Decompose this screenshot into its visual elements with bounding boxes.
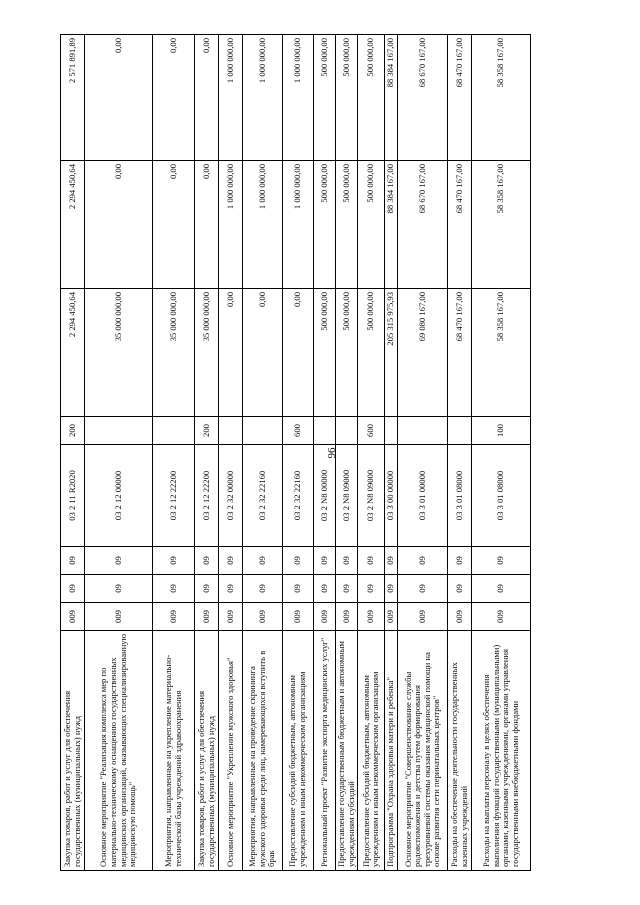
budget-table <box>60 34 531 871</box>
row-amount-2: 2 294 450,64 <box>61 161 85 289</box>
row-amount-2: 1 000 000,00 <box>219 161 243 289</box>
table-row <box>283 35 314 871</box>
row-section-code: 09 <box>358 575 385 603</box>
row-target-article: 03 2 32 00000 <box>219 445 243 547</box>
table-row <box>85 35 153 871</box>
row-target-article: 03 2 12 00000 <box>85 445 153 547</box>
row-section-code: 09 <box>385 575 398 603</box>
table-row <box>219 35 243 871</box>
row-target-article: 03 2 N8 09000 <box>358 445 385 547</box>
table-row <box>153 35 195 871</box>
row-subsection-code: 09 <box>358 547 385 575</box>
row-expense-type <box>243 417 283 445</box>
row-subsection-code: 09 <box>243 547 283 575</box>
table-row <box>61 35 85 871</box>
page-number: 96 <box>326 447 338 459</box>
row-amount-1: 0,00 <box>219 289 243 417</box>
budget-table-body <box>61 35 531 871</box>
row-amount-1: 0,00 <box>283 289 314 417</box>
row-amount-1: 35 000 000,00 <box>195 289 219 417</box>
table-row <box>385 35 398 871</box>
row-name: Предоставление субсидий бюджетным, автономным учреждениям и иным некоммерческим организациям <box>358 631 385 871</box>
row-subsection-code: 09 <box>283 547 314 575</box>
row-expense-type <box>398 417 448 445</box>
row-target-article: 03 2 11 R2020 <box>61 445 85 547</box>
row-section-code: 09 <box>85 575 153 603</box>
row-amount-3: 58 358 167,00 <box>472 35 531 161</box>
row-expense-type <box>385 417 398 445</box>
row-org-code: 009 <box>85 603 153 631</box>
row-name: Расходы на выплаты персоналу в целях обеспечения выполнения функций государственными (муниципальными) органами, казенными учреждениями, органами управления государственными внебюджетными фондами <box>472 631 531 871</box>
row-amount-2: 68 670 167,00 <box>398 161 448 289</box>
row-amount-3: 500 000,00 <box>336 35 358 161</box>
row-subsection-code: 09 <box>385 547 398 575</box>
row-target-article: 03 2 N8 09000 <box>336 445 358 547</box>
row-amount-2: 88 384 167,00 <box>385 161 398 289</box>
row-section-code: 09 <box>243 575 283 603</box>
row-org-code: 009 <box>61 603 85 631</box>
row-section-code: 09 <box>472 575 531 603</box>
row-name: Расходы на обеспечение деятельности государственных казенных учреждений <box>448 631 472 871</box>
row-section-code: 09 <box>336 575 358 603</box>
row-amount-2: 0,00 <box>195 161 219 289</box>
row-section-code: 09 <box>448 575 472 603</box>
row-org-code: 009 <box>472 603 531 631</box>
row-subsection-code: 09 <box>61 547 85 575</box>
row-expense-type: 200 <box>195 417 219 445</box>
row-section-code: 09 <box>61 575 85 603</box>
budget-table-region <box>60 35 520 871</box>
table-row <box>243 35 283 871</box>
row-target-article: 03 3 00 00000 <box>385 445 398 547</box>
row-amount-2: 500 000,00 <box>358 161 385 289</box>
row-target-article: 03 2 12 22200 <box>195 445 219 547</box>
row-org-code: 009 <box>385 603 398 631</box>
row-amount-1: 500 000,00 <box>336 289 358 417</box>
row-expense-type <box>85 417 153 445</box>
row-amount-1: 205 315 975,93 <box>385 289 398 417</box>
row-expense-type: 600 <box>358 417 385 445</box>
row-org-code: 009 <box>219 603 243 631</box>
row-amount-3: 0,00 <box>85 35 153 161</box>
row-amount-1: 500 000,00 <box>314 289 336 417</box>
row-subsection-code: 09 <box>336 547 358 575</box>
row-subsection-code: 09 <box>85 547 153 575</box>
row-amount-3: 0,00 <box>153 35 195 161</box>
row-expense-type: 100 <box>472 417 531 445</box>
row-name: Мероприятия, направленные на проведение скрининга мужского здоровья среди лиц, намеревающихся вступить в брак <box>243 631 283 871</box>
row-name: Мероприятия, направленные на укрепление материально-технической базы учреждений здравоохранения <box>153 631 195 871</box>
table-row <box>314 35 336 871</box>
row-expense-type: 200 <box>61 417 85 445</box>
row-amount-1: 58 358 167,00 <box>472 289 531 417</box>
row-org-code: 009 <box>358 603 385 631</box>
table-row <box>195 35 219 871</box>
row-target-article: 03 2 12 22200 <box>153 445 195 547</box>
table-row <box>398 35 448 871</box>
row-name: Основное мероприятие "Совершенствование службы родовспоможения и детства путем формирования трехуровневой системы оказания медицинской помощи на основе развития сети перинатальных центров" <box>398 631 448 871</box>
row-name: Предоставление государственным бюджетным и автономным учреждениям субсидий <box>336 631 358 871</box>
row-expense-type <box>219 417 243 445</box>
row-name: Региональный проект "Развитие экспорта медицинских услуг" <box>314 631 336 871</box>
row-org-code: 009 <box>314 603 336 631</box>
row-subsection-code: 09 <box>448 547 472 575</box>
row-org-code: 009 <box>243 603 283 631</box>
row-amount-1: 35 000 000,00 <box>153 289 195 417</box>
row-amount-2: 1 000 000,00 <box>243 161 283 289</box>
row-amount-1: 500 000,00 <box>358 289 385 417</box>
row-amount-3: 1 000 000,00 <box>243 35 283 161</box>
row-amount-3: 68 670 167,00 <box>398 35 448 161</box>
row-amount-1: 2 294 450,64 <box>61 289 85 417</box>
row-subsection-code: 09 <box>195 547 219 575</box>
row-amount-2: 500 000,00 <box>336 161 358 289</box>
row-amount-2: 0,00 <box>85 161 153 289</box>
row-amount-2: 0,00 <box>153 161 195 289</box>
row-amount-2: 68 470 167,00 <box>448 161 472 289</box>
row-name: Подпрограмма "Охрана здоровья матери и ребенка" <box>385 631 398 871</box>
row-amount-2: 500 000,00 <box>314 161 336 289</box>
row-target-article: 03 2 N8 00000 <box>314 445 336 547</box>
row-subsection-code: 09 <box>472 547 531 575</box>
row-org-code: 009 <box>336 603 358 631</box>
row-amount-1: 0,00 <box>243 289 283 417</box>
row-subsection-code: 09 <box>314 547 336 575</box>
row-target-article: 03 3 01 08000 <box>448 445 472 547</box>
row-org-code: 009 <box>448 603 472 631</box>
row-section-code: 09 <box>314 575 336 603</box>
row-name: Основное мероприятие "Реализация комплекса мер по материально-техническому оснащению государственных медицинских организаций, оказывающих специализированную медицинскую помощь" <box>85 631 153 871</box>
row-amount-3: 1 000 000,00 <box>283 35 314 161</box>
row-subsection-code: 09 <box>219 547 243 575</box>
row-amount-3: 88 384 167,00 <box>385 35 398 161</box>
row-amount-3: 2 571 891,89 <box>61 35 85 161</box>
table-row <box>472 35 531 871</box>
row-amount-3: 1 000 000,00 <box>219 35 243 161</box>
row-section-code: 09 <box>398 575 448 603</box>
row-expense-type: 600 <box>283 417 314 445</box>
row-section-code: 09 <box>219 575 243 603</box>
row-expense-type <box>153 417 195 445</box>
row-target-article: 03 2 32 22160 <box>243 445 283 547</box>
row-amount-1: 35 000 000,00 <box>85 289 153 417</box>
row-org-code: 009 <box>283 603 314 631</box>
row-section-code: 09 <box>153 575 195 603</box>
row-section-code: 09 <box>195 575 219 603</box>
table-row <box>448 35 472 871</box>
row-expense-type <box>314 417 336 445</box>
row-target-article: 03 2 32 22160 <box>283 445 314 547</box>
row-target-article: 03 3 01 08000 <box>472 445 531 547</box>
row-amount-3: 500 000,00 <box>358 35 385 161</box>
row-name: Закупка товаров, работ и услуг для обеспечения государственных (муниципальных) нужд <box>61 631 85 871</box>
table-row <box>358 35 385 871</box>
row-amount-2: 1 000 000,00 <box>283 161 314 289</box>
row-section-code: 09 <box>283 575 314 603</box>
row-amount-3: 0,00 <box>195 35 219 161</box>
row-org-code: 009 <box>195 603 219 631</box>
row-name: Закупка товаров, работ и услуг для обеспечения государственных (муниципальных) нужд <box>195 631 219 871</box>
row-org-code: 009 <box>153 603 195 631</box>
row-target-article: 03 3 01 00000 <box>398 445 448 547</box>
row-org-code: 009 <box>398 603 448 631</box>
row-amount-1: 69 080 167,00 <box>398 289 448 417</box>
row-amount-1: 68 470 167,00 <box>448 289 472 417</box>
row-amount-3: 500 000,00 <box>314 35 336 161</box>
row-expense-type <box>336 417 358 445</box>
row-amount-2: 58 358 167,00 <box>472 161 531 289</box>
row-name: Основное мероприятие "Укрепление мужского здоровья" <box>219 631 243 871</box>
row-amount-3: 68 470 167,00 <box>448 35 472 161</box>
table-row <box>336 35 358 871</box>
row-expense-type <box>448 417 472 445</box>
row-subsection-code: 09 <box>398 547 448 575</box>
row-subsection-code: 09 <box>153 547 195 575</box>
row-name: Предоставление субсидий бюджетным, автономным учреждениям и иным некоммерческим организациям <box>283 631 314 871</box>
